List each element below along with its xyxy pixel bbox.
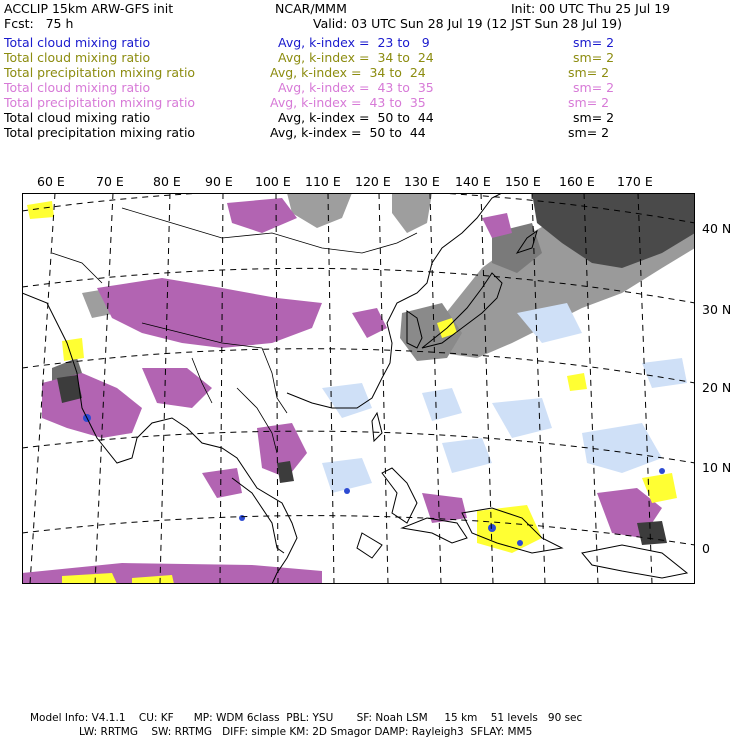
header-title: ACCLIP 15km ARW-GFS init [4, 1, 174, 16]
footer-line-1: Model Info: V4.1.1 CU: KF MP: WDM 6class PBL: YSU SF: Noah LSM 15 km 51 levels 90 sec [30, 712, 583, 724]
field-0-sm: sm= 2 [573, 35, 615, 50]
field-4-avg: Avg, k-index = 43 to 35 [270, 95, 426, 110]
header-init: Init: 00 UTC Thu 25 Jul 19 [511, 1, 671, 16]
lat-label-20n: 20 N [702, 380, 732, 395]
lat-label-40n: 40 N [702, 221, 732, 236]
lon-label-140e: 140 E [455, 174, 491, 189]
header-fcst: Fcst: 75 h [4, 16, 74, 31]
lon-label-90e: 90 E [205, 174, 233, 189]
lon-label-170e: 170 E [617, 174, 653, 189]
field-6-avg: Avg, k-index = 50 to 44 [270, 125, 426, 140]
field-4-sm: sm= 2 [568, 95, 610, 110]
lon-label-150e: 150 E [505, 174, 541, 189]
field-5-avg: Avg, k-index = 50 to 44 [278, 110, 434, 125]
field-2-sm: sm= 2 [568, 65, 610, 80]
field-1-name: Total cloud mixing ratio [4, 50, 151, 65]
lon-label-100e: 100 E [255, 174, 291, 189]
header-valid: Valid: 03 UTC Sun 28 Jul 19 (12 JST Sun 28 Jul 19) [313, 16, 622, 31]
weather-map [22, 193, 695, 584]
field-6-sm: sm= 2 [568, 125, 610, 140]
field-0-name: Total cloud mixing ratio [4, 35, 151, 50]
field-1-sm: sm= 2 [573, 50, 615, 65]
lat-label-0: 0 [702, 541, 710, 556]
field-2-avg: Avg, k-index = 34 to 24 [270, 65, 426, 80]
field-0-avg: Avg, k-index = 23 to 9 [278, 35, 430, 50]
header-center: NCAR/MMM [275, 1, 347, 16]
lon-label-120e: 120 E [355, 174, 391, 189]
field-4-name: Total precipitation mixing ratio [4, 95, 196, 110]
lon-label-80e: 80 E [153, 174, 181, 189]
lon-label-160e: 160 E [559, 174, 595, 189]
field-5-name: Total cloud mixing ratio [4, 110, 151, 125]
field-3-avg: Avg, k-index = 43 to 35 [278, 80, 434, 95]
footer-line-2: LW: RRTMG SW: RRTMG DIFF: simple KM: 2D Smagor DAMP: Rayleigh3 SFLAY: MM5 [79, 726, 533, 738]
lon-label-110e: 110 E [305, 174, 341, 189]
lat-label-10n: 10 N [702, 460, 732, 475]
field-6-name: Total precipitation mixing ratio [4, 125, 196, 140]
lon-label-130e: 130 E [404, 174, 440, 189]
field-5-sm: sm= 2 [573, 110, 615, 125]
lat-label-30n: 30 N [702, 302, 732, 317]
field-3-sm: sm= 2 [573, 80, 615, 95]
field-3-name: Total cloud mixing ratio [4, 80, 151, 95]
field-1-avg: Avg, k-index = 34 to 24 [278, 50, 434, 65]
lon-label-60e: 60 E [37, 174, 65, 189]
lon-label-70e: 70 E [96, 174, 124, 189]
field-2-name: Total precipitation mixing ratio [4, 65, 196, 80]
